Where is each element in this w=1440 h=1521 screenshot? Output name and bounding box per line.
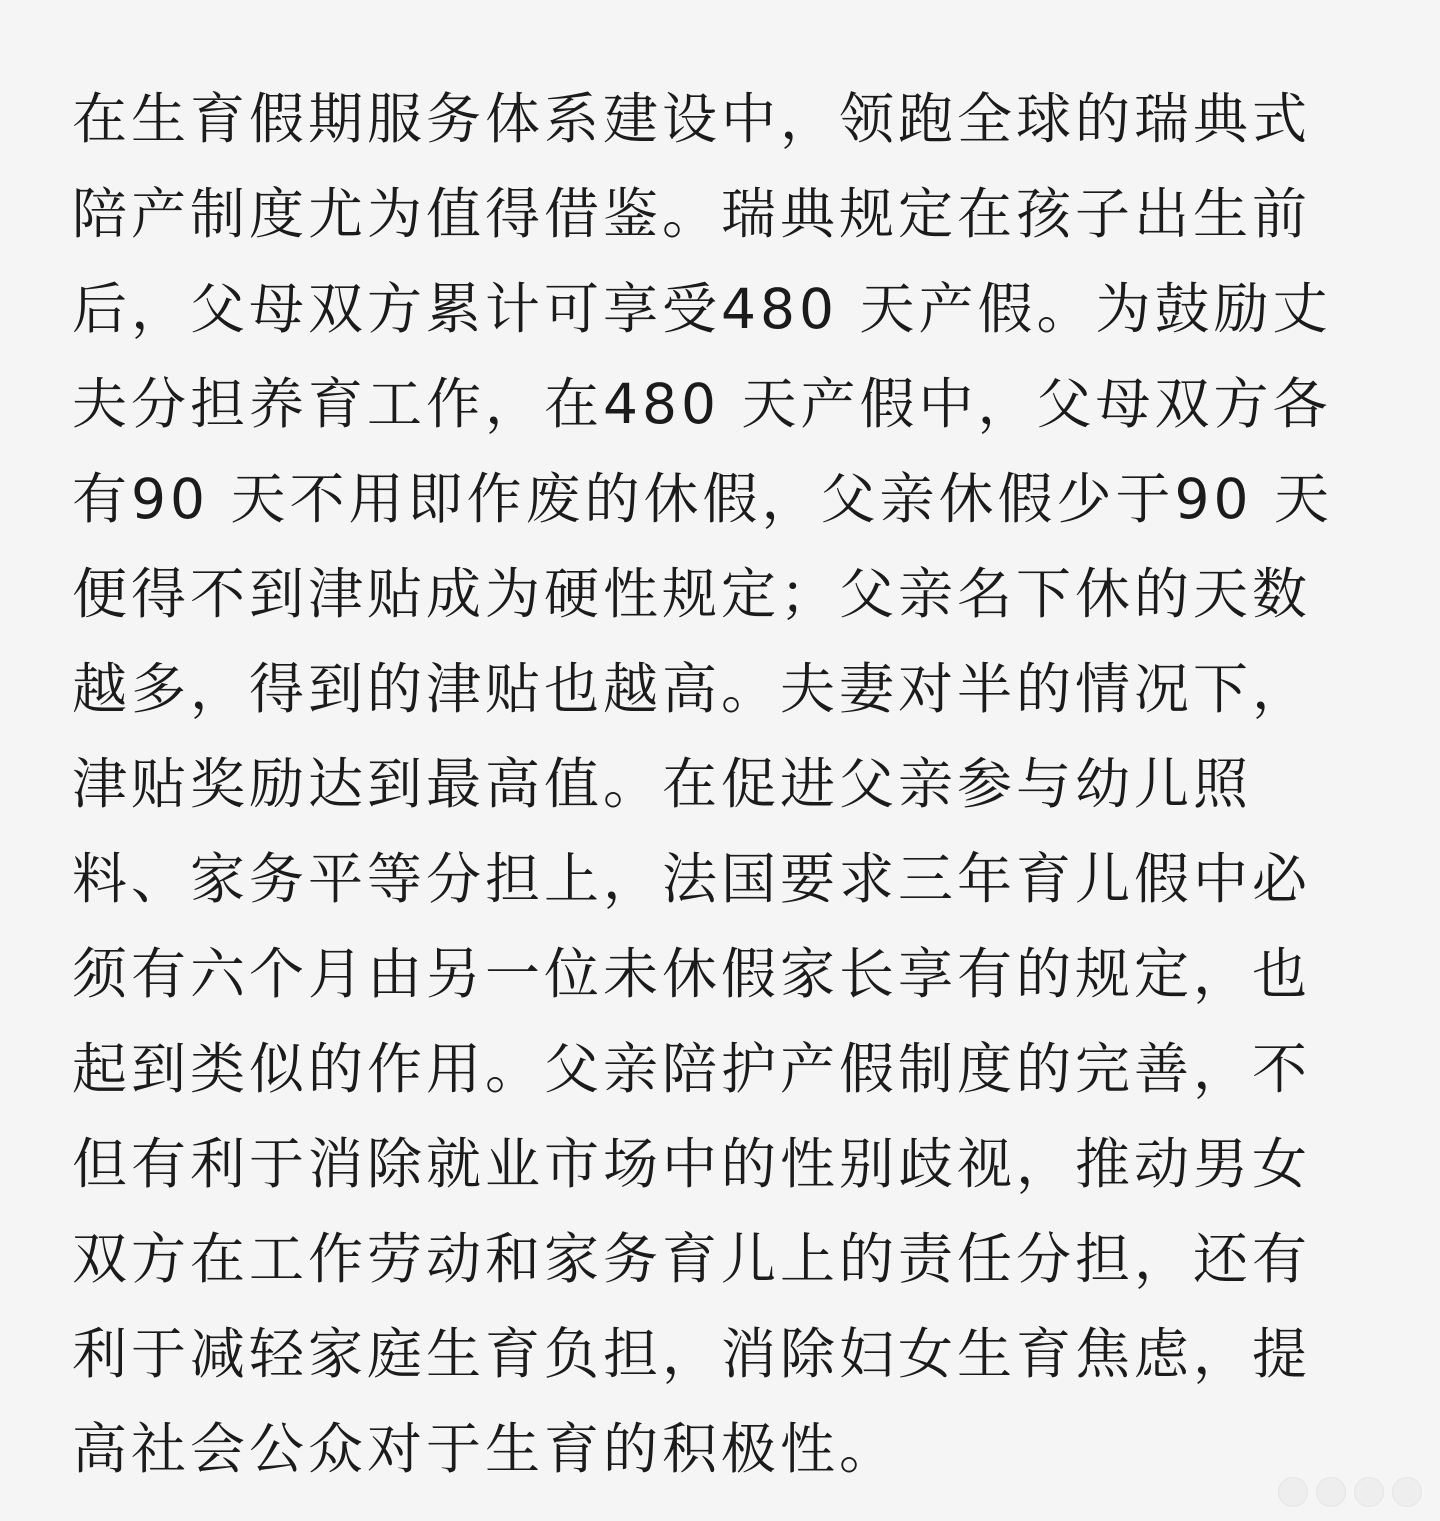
watermark-dots: [1278, 1477, 1422, 1507]
article-paragraph: [72, 72, 1372, 1497]
text-line-5: 有90 天不用即作废的休假，父亲休假少于90 天: [72, 467, 1333, 531]
text-line-13: 双方在工作劳动和家务育儿上的责任分担，还有: [72, 1227, 1312, 1291]
watermark-dot: [1354, 1477, 1384, 1507]
text-line-9: 料、家务平等分担上，法国要求三年育儿假中必: [72, 847, 1312, 911]
text-line-12: 但有利于消除就业市场中的性别歧视，推动男女: [72, 1132, 1312, 1196]
text-line-6: 便得不到津贴成为硬性规定；父亲名下休的天数: [72, 562, 1312, 626]
text-line-10: 须有六个月由另一位未休假家长享有的规定，也: [72, 942, 1312, 1006]
text-line-2: 陪产制度尤为值得借鉴。瑞典规定在孩子出生前: [72, 182, 1312, 246]
text-line-14: 利于减轻家庭生育负担，消除妇女生育焦虑，提: [72, 1322, 1312, 1386]
text-line-4: 夫分担养育工作，在480 天产假中，父母双方各: [72, 372, 1332, 436]
text-line-3: 后，父母双方累计可享受480 天产假。为鼓励丈: [72, 277, 1332, 341]
text-line-15: 高社会公众对于生育的积极性。: [72, 1417, 899, 1481]
text-line-1: 在生育假期服务体系建设中，领跑全球的瑞典式: [72, 87, 1312, 151]
watermark-icon: [1278, 1477, 1422, 1507]
text-line-8: 津贴奖励达到最高值。在促进父亲参与幼儿照: [72, 752, 1253, 816]
watermark-dot: [1316, 1477, 1346, 1507]
watermark-dot: [1278, 1477, 1308, 1507]
watermark-dot: [1392, 1477, 1422, 1507]
text-line-7: 越多，得到的津贴也越高。夫妻对半的情况下，: [72, 657, 1312, 721]
text-line-11: 起到类似的作用。父亲陪护产假制度的完善，不: [72, 1037, 1312, 1101]
